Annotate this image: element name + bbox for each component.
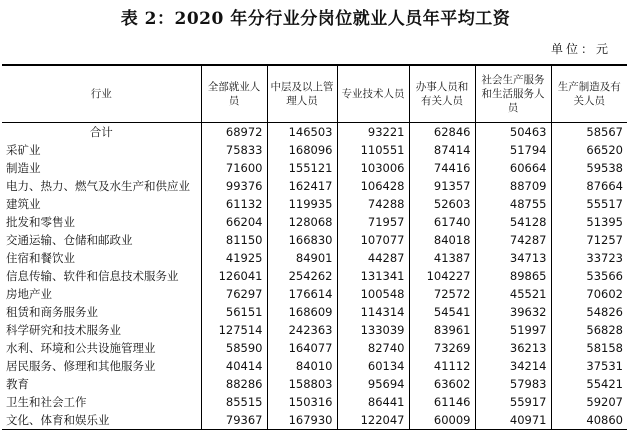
cell-industry: 水利、环境和公共设施管理业 — [6, 341, 156, 355]
cell-managers: 150316 — [267, 393, 337, 411]
table-row — [2, 339, 627, 357]
cell-clerks: 60009 — [409, 411, 475, 430]
cell-production-workers: 87664 — [551, 177, 627, 195]
cell-industry: 居民服务、修理和其他服务业 — [6, 359, 156, 373]
cell-clerks: 74416 — [409, 159, 475, 177]
cell-clerks: 84018 — [409, 231, 475, 249]
cell-professionals: 106428 — [337, 177, 409, 195]
cell-industry: 交通运输、仓储和邮政业 — [6, 233, 133, 247]
cell-production-workers: 71257 — [551, 231, 627, 249]
cell-service-workers: 40971 — [475, 411, 551, 430]
cell-service-workers: 88709 — [475, 177, 551, 195]
cell-production-workers: 59207 — [551, 393, 627, 411]
cell-managers: 162417 — [267, 177, 337, 195]
unit-label: 单位：元 — [550, 42, 611, 56]
cell-all-employees: 127514 — [201, 321, 267, 339]
table-body — [2, 123, 627, 430]
cell-all-employees: 56151 — [201, 303, 267, 321]
cell-service-workers: 48755 — [475, 195, 551, 213]
cell-managers: 146503 — [267, 123, 337, 142]
cell-industry: 批发和零售业 — [6, 215, 75, 229]
cell-all-employees: 79367 — [201, 411, 267, 430]
cell-service-workers: 55917 — [475, 393, 551, 411]
cell-managers: 254262 — [267, 267, 337, 285]
cell-managers: 128068 — [267, 213, 337, 231]
cell-managers: 166830 — [267, 231, 337, 249]
cell-all-employees: 88286 — [201, 375, 267, 393]
cell-service-workers: 74287 — [475, 231, 551, 249]
cell-industry: 建筑业 — [6, 197, 41, 211]
cell-industry: 房地产业 — [6, 287, 52, 301]
table-row — [2, 411, 627, 430]
cell-production-workers: 40860 — [551, 411, 627, 430]
table-row — [2, 303, 627, 321]
cell-clerks: 61146 — [409, 393, 475, 411]
cell-all-employees: 66204 — [201, 213, 267, 231]
cell-all-employees: 99376 — [201, 177, 267, 195]
cell-professionals: 122047 — [337, 411, 409, 430]
cell-service-workers: 57983 — [475, 375, 551, 393]
cell-all-employees: 76297 — [201, 285, 267, 303]
cell-clerks: 104227 — [409, 267, 475, 285]
cell-service-workers: 39632 — [475, 303, 551, 321]
cell-clerks: 83961 — [409, 321, 475, 339]
cell-service-workers: 89865 — [475, 267, 551, 285]
cell-all-employees: 126041 — [201, 267, 267, 285]
cell-industry: 电力、热力、燃气及水生产和供应业 — [6, 179, 190, 193]
cell-industry: 制造业 — [6, 161, 41, 175]
cell-service-workers: 51794 — [475, 141, 551, 159]
cell-professionals: 71957 — [337, 213, 409, 231]
cell-professionals: 44287 — [337, 249, 409, 267]
cell-production-workers: 54826 — [551, 303, 627, 321]
header-all-employees: 全部就业人员 — [201, 65, 267, 123]
cell-service-workers: 34713 — [475, 249, 551, 267]
cell-managers: 155121 — [267, 159, 337, 177]
table-row — [2, 213, 627, 231]
cell-clerks: 73269 — [409, 339, 475, 357]
cell-all-employees: 81150 — [201, 231, 267, 249]
cell-production-workers: 51395 — [551, 213, 627, 231]
cell-managers: 84010 — [267, 357, 337, 375]
cell-industry: 卫生和社会工作 — [6, 395, 87, 409]
cell-professionals: 110551 — [337, 141, 409, 159]
table-row — [2, 141, 627, 159]
cell-service-workers: 51997 — [475, 321, 551, 339]
cell-service-workers: 45521 — [475, 285, 551, 303]
cell-production-workers: 37531 — [551, 357, 627, 375]
cell-clerks: 41112 — [409, 357, 475, 375]
header-managers: 中层及以上管理人员 — [267, 65, 337, 123]
table-row — [2, 357, 627, 375]
table-row — [2, 267, 627, 285]
cell-service-workers: 36213 — [475, 339, 551, 357]
cell-industry: 住宿和餐饮业 — [6, 251, 75, 265]
cell-production-workers: 58158 — [551, 339, 627, 357]
cell-clerks: 62846 — [409, 123, 475, 142]
cell-production-workers: 66520 — [551, 141, 627, 159]
cell-all-employees: 75833 — [201, 141, 267, 159]
table-row — [2, 285, 627, 303]
cell-service-workers: 60664 — [475, 159, 551, 177]
table-row-total — [2, 123, 627, 142]
cell-managers: 176614 — [267, 285, 337, 303]
cell-clerks: 87414 — [409, 141, 475, 159]
cell-clerks: 52603 — [409, 195, 475, 213]
cell-managers: 84901 — [267, 249, 337, 267]
cell-clerks: 72572 — [409, 285, 475, 303]
cell-all-employees: 61132 — [201, 195, 267, 213]
cell-professionals: 74288 — [337, 195, 409, 213]
header-row — [2, 65, 627, 123]
cell-industry: 合计 — [89, 125, 113, 139]
table-row — [2, 321, 627, 339]
table-row — [2, 249, 627, 267]
cell-professionals: 95694 — [337, 375, 409, 393]
header-professionals: 专业技术人员 — [337, 65, 409, 123]
cell-production-workers: 70602 — [551, 285, 627, 303]
cell-production-workers: 56828 — [551, 321, 627, 339]
table-row — [2, 231, 627, 249]
cell-all-employees: 41925 — [201, 249, 267, 267]
header-production-workers: 生产制造及有关人员 — [551, 65, 627, 123]
cell-industry: 教育 — [6, 377, 29, 391]
cell-professionals: 133039 — [337, 321, 409, 339]
table-row — [2, 375, 627, 393]
cell-production-workers: 55517 — [551, 195, 627, 213]
cell-industry: 信息传输、软件和信息技术服务业 — [6, 269, 179, 283]
cell-clerks: 63602 — [409, 375, 475, 393]
cell-clerks: 61740 — [409, 213, 475, 231]
cell-managers: 158803 — [267, 375, 337, 393]
cell-production-workers: 59538 — [551, 159, 627, 177]
cell-managers: 164077 — [267, 339, 337, 357]
cell-all-employees: 68972 — [201, 123, 267, 142]
cell-professionals: 93221 — [337, 123, 409, 142]
wage-table — [2, 64, 627, 430]
cell-industry: 采矿业 — [6, 143, 41, 157]
cell-managers: 168096 — [267, 141, 337, 159]
table-title: 表 2：2020 年分行业分岗位就业人员年平均工资 — [120, 9, 511, 29]
cell-professionals: 60134 — [337, 357, 409, 375]
cell-clerks: 54541 — [409, 303, 475, 321]
cell-all-employees: 71600 — [201, 159, 267, 177]
cell-managers: 168609 — [267, 303, 337, 321]
cell-professionals: 107077 — [337, 231, 409, 249]
cell-managers: 242363 — [267, 321, 337, 339]
cell-production-workers: 53566 — [551, 267, 627, 285]
cell-clerks: 91357 — [409, 177, 475, 195]
cell-service-workers: 50463 — [475, 123, 551, 142]
cell-managers: 167930 — [267, 411, 337, 430]
table-row — [2, 177, 627, 195]
header-industry: 行业 — [2, 65, 201, 123]
cell-production-workers: 55421 — [551, 375, 627, 393]
header-service-workers: 社会生产服务和生活服务人员 — [475, 65, 551, 123]
cell-production-workers: 33723 — [551, 249, 627, 267]
cell-industry: 科学研究和技术服务业 — [6, 323, 121, 337]
table-row — [2, 393, 627, 411]
cell-service-workers: 54128 — [475, 213, 551, 231]
cell-managers: 119935 — [267, 195, 337, 213]
cell-all-employees: 85515 — [201, 393, 267, 411]
cell-professionals: 100548 — [337, 285, 409, 303]
cell-professionals: 82740 — [337, 339, 409, 357]
cell-professionals: 86441 — [337, 393, 409, 411]
cell-professionals: 103006 — [337, 159, 409, 177]
table-row — [2, 159, 627, 177]
header-clerks: 办事人员和有关人员 — [409, 65, 475, 123]
cell-all-employees: 40414 — [201, 357, 267, 375]
cell-professionals: 114314 — [337, 303, 409, 321]
cell-industry: 租赁和商务服务业 — [6, 305, 98, 319]
cell-professionals: 131341 — [337, 267, 409, 285]
cell-industry: 文化、体育和娱乐业 — [2, 411, 201, 430]
cell-production-workers: 58567 — [551, 123, 627, 142]
cell-all-employees: 58590 — [201, 339, 267, 357]
table-row — [2, 195, 627, 213]
cell-service-workers: 34214 — [475, 357, 551, 375]
cell-clerks: 41387 — [409, 249, 475, 267]
